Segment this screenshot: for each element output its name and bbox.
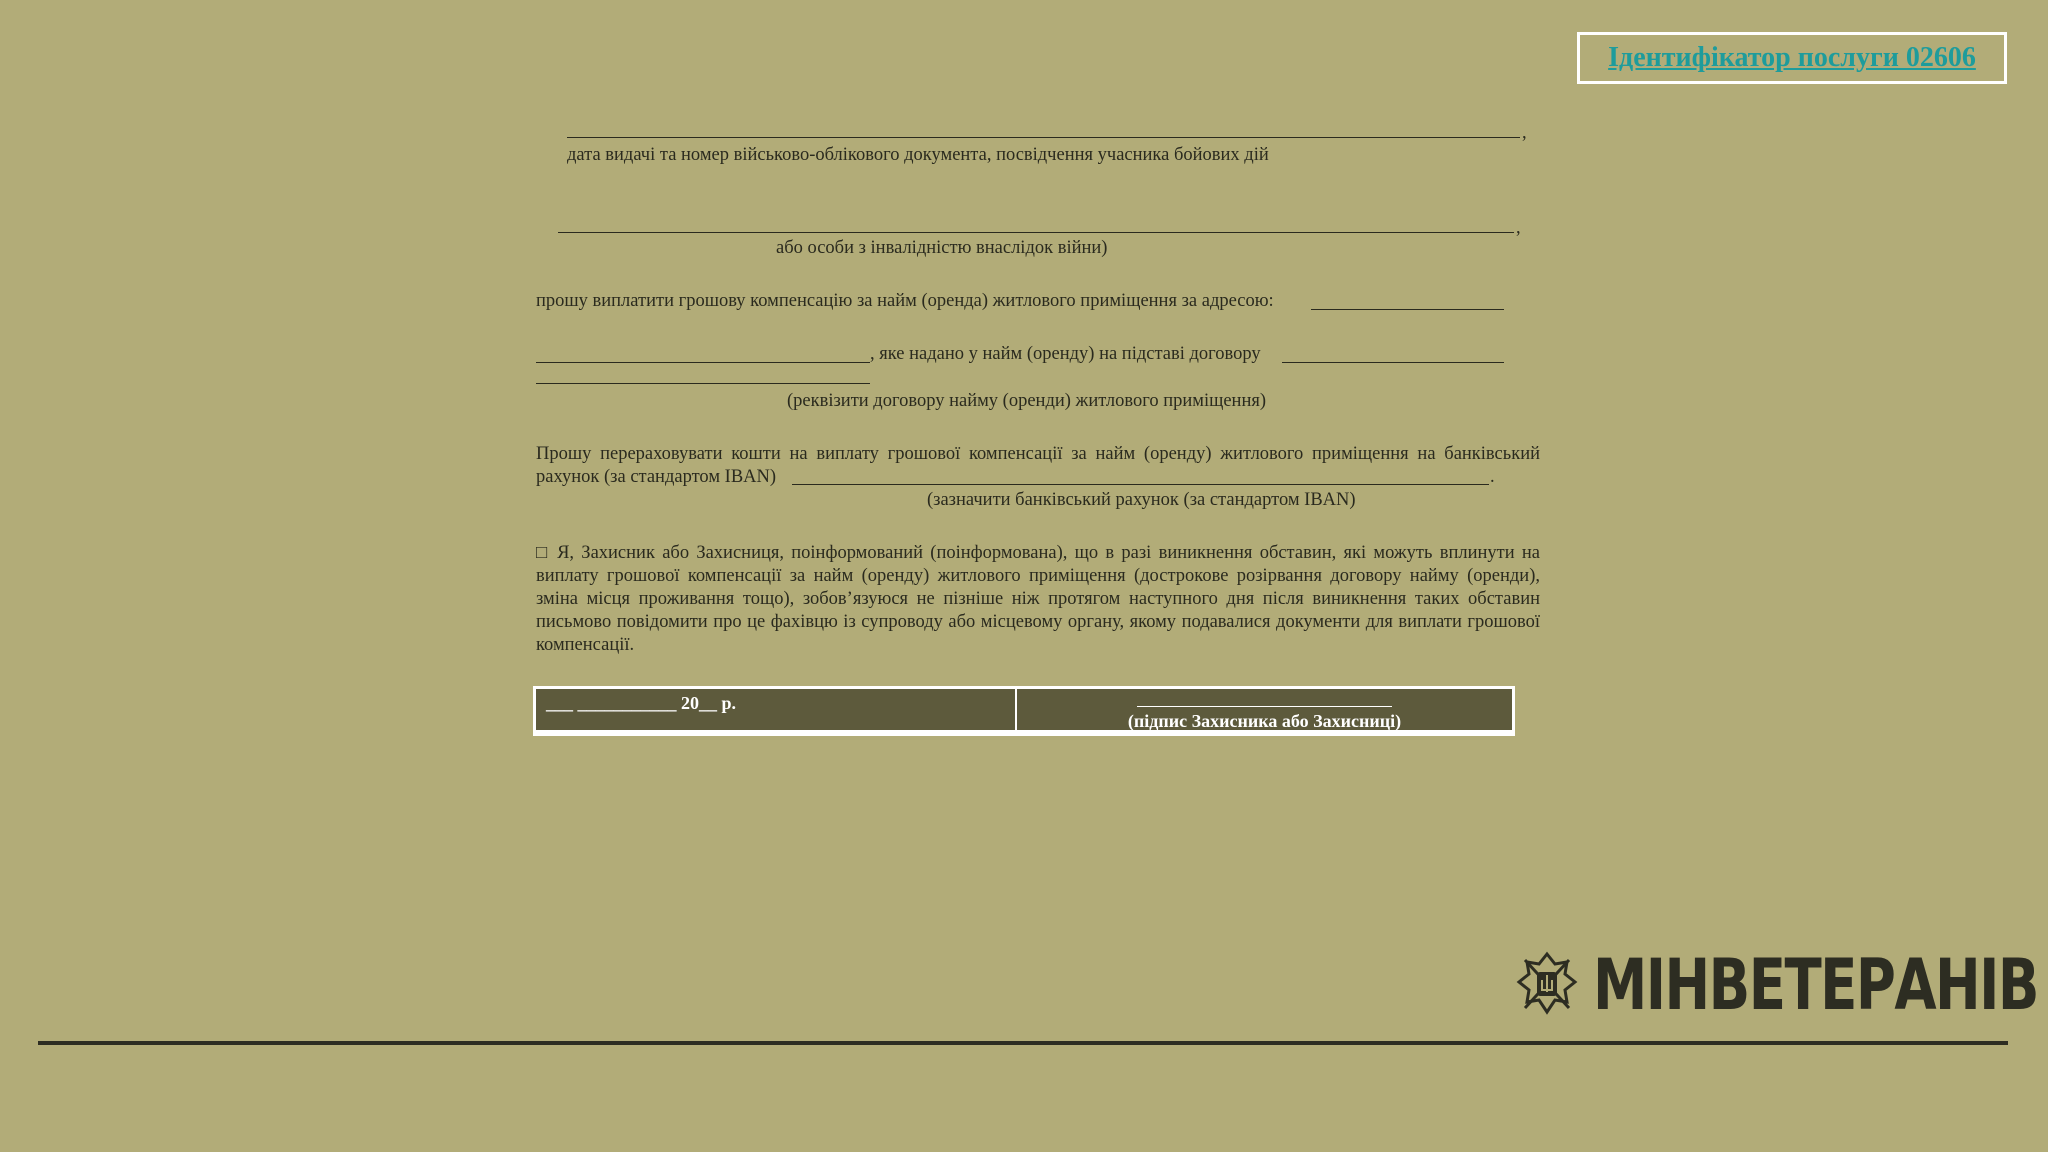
ministry-logo xyxy=(1515,945,2048,1025)
disability-caption: або особи з інвалідністю внаслідок війни) xyxy=(776,238,1108,258)
date-cell[interactable] xyxy=(536,689,1017,730)
consent-paragraph xyxy=(536,542,1540,657)
address-continuation-field[interactable] xyxy=(536,362,870,363)
service-id-box xyxy=(1577,32,2007,84)
consent-checkbox[interactable]: □ xyxy=(536,543,550,563)
service-id-link[interactable]: Ідентифікатор послуги 02606 xyxy=(1608,42,1976,73)
contract-field[interactable] xyxy=(1282,362,1504,363)
address-field[interactable] xyxy=(1311,309,1504,310)
iban-period: . xyxy=(1490,467,1495,487)
ministry-logo-text: МІНВЕТЕРАНІВ xyxy=(1593,944,2038,1026)
signature-label: (підпис Захисника або Захисниці) xyxy=(1127,711,1402,731)
disability-field[interactable] xyxy=(558,232,1514,233)
contract-continuation-field[interactable] xyxy=(536,383,870,384)
bottom-divider xyxy=(38,1041,2008,1045)
address-request-text: прошу виплатити грошову компенсацію за найм (оренда) житлового приміщення за адресою: xyxy=(536,291,1274,311)
document-date-comma: , xyxy=(1522,123,1527,143)
iban-field[interactable] xyxy=(792,484,1489,485)
signature-cell[interactable] xyxy=(1017,689,1512,730)
disability-comma: , xyxy=(1516,218,1521,238)
document-date-field[interactable] xyxy=(567,137,1520,138)
signature-table xyxy=(533,686,1515,736)
date-template: ___ ___________ 20__ р. xyxy=(546,693,737,713)
iban-caption: (зазначити банківський рахунок (за стандартом IBAN) xyxy=(927,490,1356,510)
document-date-caption: дата видачі та номер військово-облікового документа, посвідчення учасника бойових дій xyxy=(567,145,1269,165)
contract-caption: (реквізити договору найму (оренди) житлового приміщення) xyxy=(787,391,1267,411)
iban-request-line1: Прошу перераховувати кошти на виплату грошової компенсації за найм (оренду) житлового приміщення на банківський xyxy=(536,444,1540,464)
iban-request-line2: рахунок (за стандартом IBAN) xyxy=(536,467,777,487)
contract-basis-text: , яке надано у найм (оренду) на підставі договору xyxy=(870,344,1261,364)
ministry-emblem-icon xyxy=(1515,950,1579,1020)
signature-line xyxy=(1137,706,1392,707)
consent-text: Я, Захисник або Захисниця, поінформований (поінформована), що в разі виникнення обставин, які можуть вплинути на виплату грошової компенсації за найм (оренду) житлового приміщення (дострокове розірвання договору найму (оренди), зміна місця проживання тощо), зобов’язуюся не пізніше ніж протягом наступного дня після виникнення таких обставин письмово повідомити про це фахівцю із супроводу або місцевому органу, якому подавалися документи для виплати грошової компенсації. xyxy=(536,543,1540,655)
